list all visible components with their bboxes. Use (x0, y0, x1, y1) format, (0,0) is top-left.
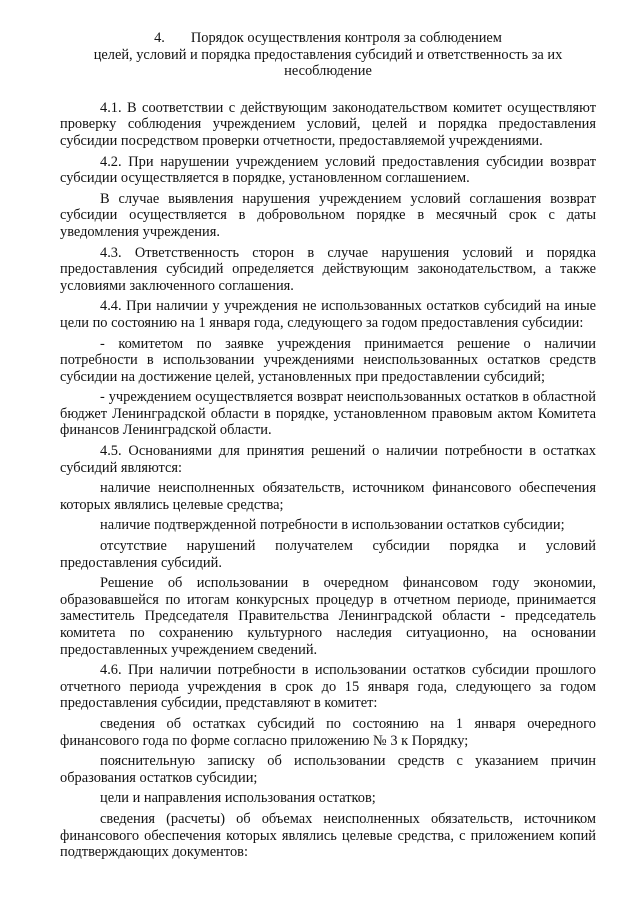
heading-title-part-1: Порядок осуществления контроля за соблюдением (190, 30, 502, 46)
paragraph: 4.6. При наличии потребности в использовании остатков субсидии прошлого отчетного периода учреждения в срок до 15 января года, следующего за годом предоставления субсидии, представляют в комитет: (60, 662, 596, 712)
paragraph: наличие подтвержденной потребности в использовании остатков субсидии; (100, 517, 565, 534)
paragraph: сведения об остатках субсидий по состоянию на 1 января очередного финансового года по форме согласно приложению № 3 к Порядку; (60, 715, 596, 749)
paragraph: пояснительную записку об использовании средств с указанием причин образования остатков субсидии; (60, 753, 596, 786)
heading-title-part-2: целей, условий и порядка предоставления субсидий и ответственность за их несоблюдение (93, 46, 563, 80)
paragraph: отсутствие нарушений получателем субсидии порядка и условий предоставления субсидий. (60, 538, 596, 571)
paragraph: сведения (расчеты) об объемах неисполненных обязательств, источником финансового обеспечения которых являлись целевые средства, с приложением копий подтверждающих документов: (60, 810, 596, 861)
section-heading (60, 30, 596, 80)
paragraph: 4.1. В соответствии с действующим законодательством комитет осуществляют проверку соблюдения учреждением условий, целей и порядка предоставления субсидии посредством проверки отчетности, предоставляемой учреждениями. (60, 99, 596, 149)
paragraph: 4.2. При нарушении учреждением условий предоставления субсидии возврат субсидии осуществляется в порядке, установленном соглашением. (60, 153, 596, 187)
paragraph: цели и направления использования остатков; (100, 790, 376, 807)
paragraph: 4.5. Основаниями для принятия решений о наличии потребности в остатках субсидий являются: (60, 443, 596, 476)
document-body (60, 100, 596, 861)
paragraph: 4.3. Ответственность сторон в случае нарушения условий и порядка предоставления субсидий определяется действующим законодательством, а также условиями заключенного соглашения. (60, 244, 596, 294)
paragraph: В случае выявления нарушения учреждением условий соглашения возврат субсидии осуществляется в добровольном порядке в месячный срок с даты уведомления учреждения. (60, 190, 596, 240)
section-number: 4. (154, 30, 165, 46)
paragraph: 4.4. При наличии у учреждения не использованных остатков субсидий на иные цели по состоянию на 1 января года, следующего за годом предоставления субсидии: (60, 298, 596, 331)
paragraph: Решение об использовании в очередном финансовом году экономии, образовавшейся по итогам конкурсных процедур в отчетном периоде, принимается заместитель Председателя Правительства Ленинградской области - председатель комитета по сохранению культурного наследия ситуационно, на основании предоставленных учреждением сведений. (60, 575, 596, 658)
paragraph: наличие неисполненных обязательств, источником финансового обеспечения которых являлись целевые средства; (60, 480, 596, 513)
paragraph-list-item: - комитетом по заявке учреждения принимается решение о наличии потребности в использовании учреждениями неиспользованных остатков средств субсидии на достижение целей, установленных при предоставлении субсидий; (60, 335, 596, 385)
paragraph-list-item: - учреждением осуществляется возврат неиспользованных остатков в областной бюджет Ленинградской области в порядке, установленном правовым актом Комитета финансов Ленинградской области. (60, 389, 596, 439)
heading-line-1 (60, 30, 596, 47)
